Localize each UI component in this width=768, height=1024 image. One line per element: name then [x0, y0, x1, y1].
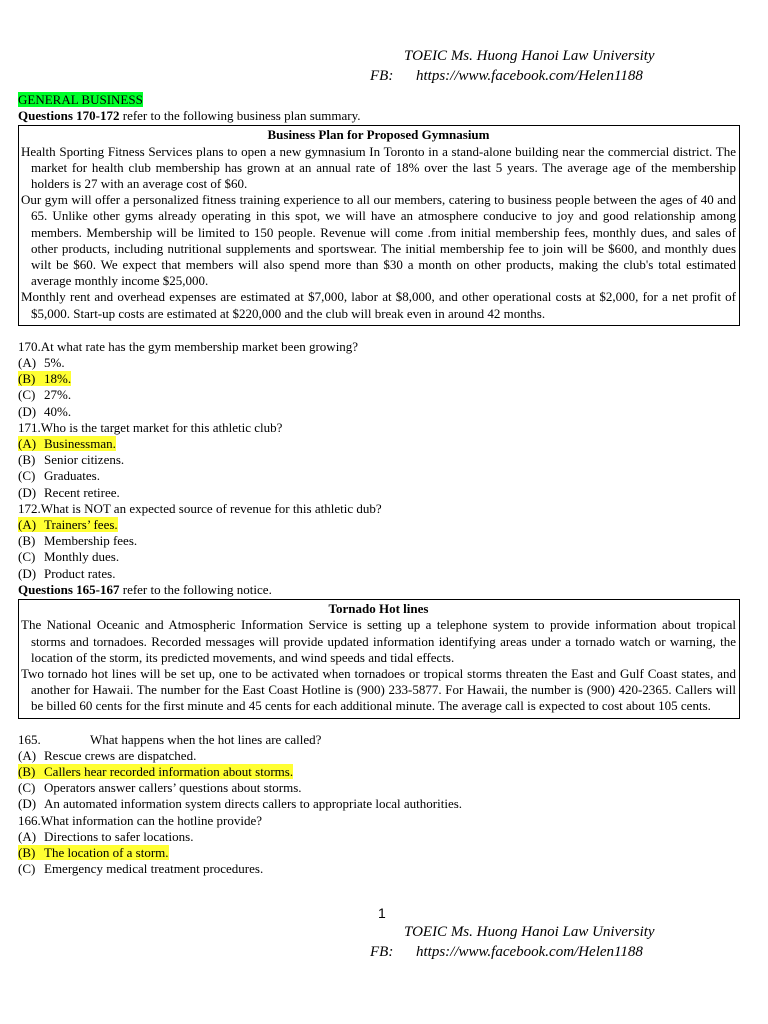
- option-label: (B): [18, 452, 36, 468]
- option-label: (A): [18, 355, 37, 371]
- answer-option[interactable]: [18, 387, 740, 403]
- option-label: (A): [18, 436, 37, 452]
- header-fb-label: FB:: [370, 68, 394, 84]
- option-text: Operators answer callers’ questions about storms.: [44, 780, 302, 796]
- block2-intro-text: refer to the following notice.: [119, 581, 272, 597]
- answer-option-highlighted[interactable]: [18, 436, 740, 452]
- option-label: (C): [18, 780, 36, 796]
- question-text: Who is the target market for this athletic club?: [40, 419, 283, 435]
- option-text: Callers hear recorded information about storms.: [44, 763, 294, 779]
- option-label: (C): [18, 861, 36, 877]
- question-170: [18, 339, 740, 355]
- correct-answer-highlight: [18, 845, 169, 860]
- question-number: 172.: [18, 500, 41, 516]
- answer-option[interactable]: [18, 533, 740, 549]
- option-label: (B): [18, 844, 36, 860]
- answer-option[interactable]: [18, 468, 740, 484]
- option-label: (A): [18, 747, 37, 763]
- footer-course-title: TOEIC Ms. Huong Hanoi Law University: [404, 924, 655, 940]
- option-text: Product rates.: [44, 565, 116, 581]
- option-label: (C): [18, 468, 36, 484]
- answer-option[interactable]: [18, 566, 740, 582]
- footer-fb-url[interactable]: https://www.facebook.com/Helen1188: [416, 944, 643, 960]
- answer-option-highlighted[interactable]: [18, 764, 740, 780]
- question-165: [18, 732, 740, 748]
- question-171: [18, 420, 740, 436]
- option-text: 40%.: [44, 403, 72, 419]
- correct-answer-highlight: [18, 764, 293, 779]
- business-plan-title: Business Plan for Proposed Gymnasium: [267, 127, 490, 143]
- footer-fb-line: [370, 942, 643, 962]
- answer-option-highlighted[interactable]: [18, 517, 740, 533]
- option-label: (B): [18, 533, 36, 549]
- option-text: Directions to safer locations.: [44, 828, 194, 844]
- answer-option[interactable]: [18, 829, 740, 845]
- question-166: [18, 813, 740, 829]
- question-text: At what rate has the gym membership market been growing?: [40, 338, 359, 354]
- block2-intro: [18, 582, 740, 598]
- section-label-line: [18, 92, 740, 108]
- option-text: Membership fees.: [44, 533, 138, 549]
- question-text: What happens when the hot lines are called?: [90, 731, 322, 747]
- correct-answer-highlight: [18, 371, 71, 386]
- answer-option[interactable]: [18, 485, 740, 501]
- answer-option[interactable]: [18, 355, 740, 371]
- question-number: 165.: [18, 731, 41, 747]
- option-text: 18%.: [44, 371, 72, 387]
- option-label: (B): [18, 763, 36, 779]
- answer-option[interactable]: [18, 796, 740, 812]
- option-label: (D): [18, 403, 37, 419]
- option-label: (B): [18, 371, 36, 387]
- header-course-title: TOEIC Ms. Huong Hanoi Law University: [404, 48, 655, 64]
- section-label: GENERAL BUSINESS: [18, 92, 143, 107]
- block1-intro-text: refer to the following business plan summary.: [119, 108, 361, 124]
- tornado-notice-title: Tornado Hot lines: [328, 601, 429, 617]
- option-label: (D): [18, 796, 37, 812]
- option-label: (C): [18, 549, 36, 565]
- correct-answer-highlight: [18, 436, 116, 451]
- business-plan-paragraph: Monthly rent and overhead expenses are estimated at $7,000, labor at $8,000, and other operational costs at $2,000, for a net profit of $5,000. Start-up costs are estimated at $220,000 and the club will break even in around 42 months.: [21, 289, 736, 321]
- option-text: Graduates.: [44, 468, 100, 484]
- tornado-notice-paragraph: Two tornado hot lines will be set up, one to be activated when tornadoes or tropical storms threaten the East and Gulf Coast states, and another for Hawaii. The number for the East Coast Hotline is (900) 233-5877. For Hawaii, the number is (900) 420-2365. Callers will be billed 60 cents for the first minute and 45 cents for each additional minute. The average call is expected to cost about 105 cents.: [21, 665, 736, 714]
- business-plan-paragraph: Health Sporting Fitness Services plans to open a new gymnasium In Toronto in a stand-alone building near the commercial district. The market for health club membership has grown at an annual rate of 18% over the last 5 years. The average age of the membership holders is 27 with an average cost of $60.: [21, 143, 736, 192]
- question-number: 171.: [18, 419, 41, 435]
- business-plan-paragraph: Our gym will offer a personalized fitness training experience to all our members, catering to business people between the ages of 40 and 65. Unlike other gyms already operating in this spot, we will have an atmosphere conducive to joy and good relationship among members. Membership will be limited to 150 people. Revenue will come .from initial membership fees, monthly dues, and sales of other products, including nutritional supplements and sportswear. The initial membership fee to join will be $600, and monthly dues wilt be $60. We expect that members will also spend more than $30 a month on other products, making the club's total estimated average monthly income $25,000.: [21, 192, 736, 289]
- header-fb-url[interactable]: https://www.facebook.com/Helen1188: [416, 68, 643, 84]
- option-text: 5%.: [44, 355, 65, 371]
- answer-option[interactable]: [18, 748, 740, 764]
- document-content: [18, 92, 740, 877]
- answer-option[interactable]: [18, 404, 740, 420]
- option-text: The location of a storm.: [44, 844, 169, 860]
- question-text: What is NOT an expected source of revenue for this athletic dub?: [40, 500, 382, 516]
- question-number: 166.: [18, 812, 41, 828]
- business-plan-box: [18, 125, 740, 325]
- page-number: 1: [378, 905, 386, 921]
- header-fb-line: [370, 66, 643, 86]
- option-text: Senior citizens.: [44, 452, 125, 468]
- answer-option[interactable]: [18, 549, 740, 565]
- option-text: An automated information system directs callers to appropriate local authorities.: [44, 796, 463, 812]
- option-text: Monthly dues.: [44, 549, 120, 565]
- option-label: (D): [18, 484, 37, 500]
- option-text: 27%.: [44, 387, 72, 403]
- answer-option[interactable]: [18, 452, 740, 468]
- correct-answer-highlight: [18, 517, 118, 532]
- block1-intro: [18, 108, 740, 124]
- block2-intro-range: Questions 165-167: [18, 581, 120, 597]
- question-number: 170.: [18, 338, 41, 354]
- footer-fb-label: FB:: [370, 944, 394, 960]
- option-text: Recent retiree.: [44, 484, 120, 500]
- answer-option[interactable]: [18, 861, 740, 877]
- tornado-notice-paragraph: The National Oceanic and Atmospheric Information Service is setting up a telephone system to provide information about tropical storms and tornadoes. Recorded messages will provide updated information identifying areas under a tornado watch or warning, the location of the storm, its predicted movements, and wind speeds and tidal effects.: [21, 617, 736, 665]
- answer-option-highlighted[interactable]: [18, 845, 740, 861]
- question-text: What information can the hotline provide?: [40, 812, 263, 828]
- question-172: [18, 501, 740, 517]
- option-label: (C): [18, 387, 36, 403]
- tornado-notice-box: [18, 599, 740, 718]
- answer-option[interactable]: [18, 780, 740, 796]
- option-text: Trainers’ fees.: [44, 517, 118, 533]
- option-label: (A): [18, 517, 37, 533]
- option-text: Rescue crews are dispatched.: [44, 747, 197, 763]
- option-text: Businessman.: [44, 436, 116, 452]
- option-text: Emergency medical treatment procedures.: [44, 861, 264, 877]
- answer-option-highlighted[interactable]: [18, 371, 740, 387]
- block1-intro-range: Questions 170-172: [18, 108, 120, 124]
- option-label: (A): [18, 828, 37, 844]
- option-label: (D): [18, 565, 37, 581]
